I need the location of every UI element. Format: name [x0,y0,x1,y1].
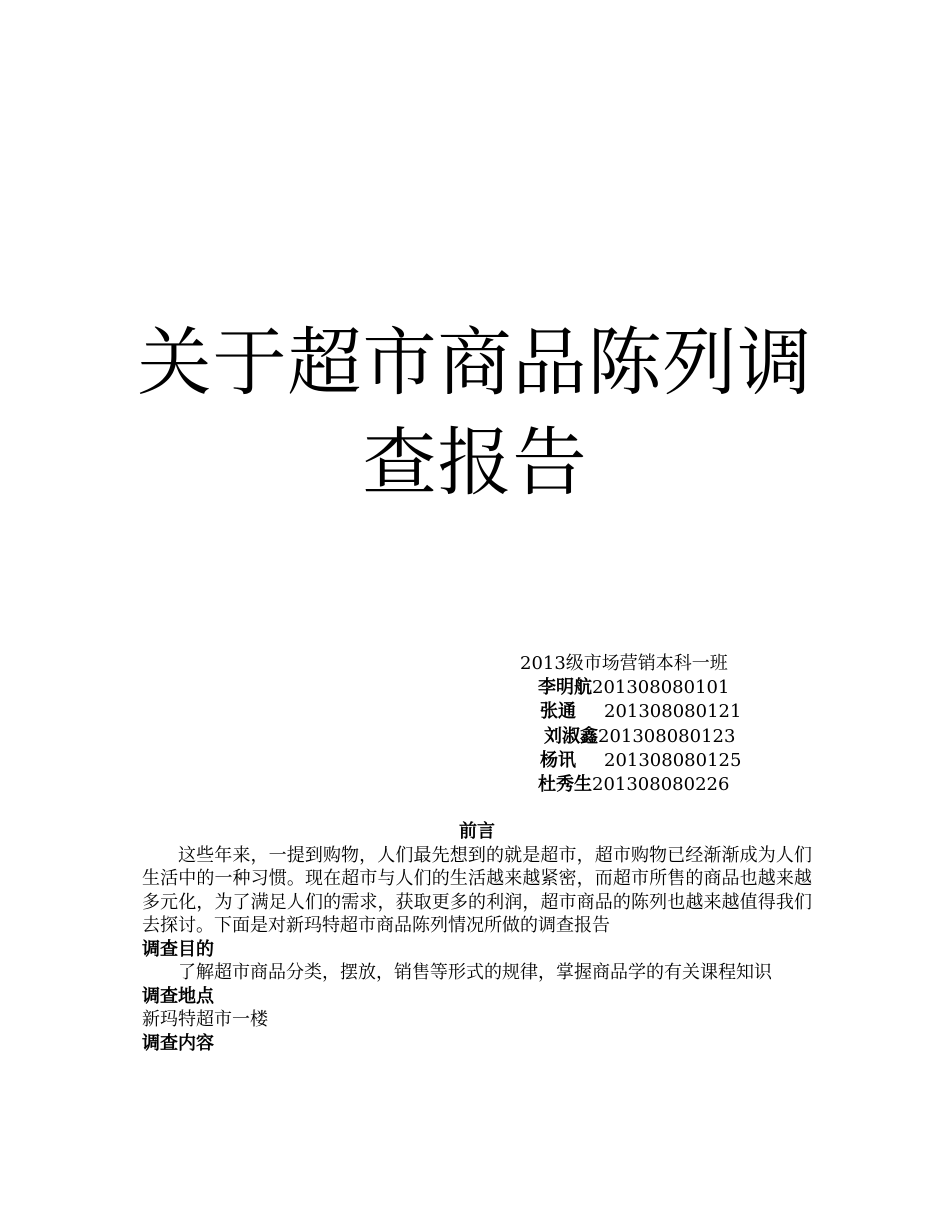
preface-heading: 前言 [459,821,495,842]
author-name: 杜秀生 [538,774,592,796]
document-title-line-2: 查报告 [362,420,588,506]
author-id: 201308080125 [604,749,742,771]
author-name: 张通 [540,701,576,723]
location-heading: 调查地点 [142,985,214,1007]
author-entry [520,725,741,749]
author-entry [520,676,741,700]
class-name: 2013级市场营销本科一班 [520,653,728,674]
purpose-heading: 调查目的 [142,938,214,960]
author-id: 201308080123 [598,725,736,747]
author-entry [520,700,741,724]
report-body [142,820,812,1055]
purpose-paragraph: 了解超市商品分类，摆放，销售等形式的规律，掌握商品学的有关课程知识 [178,962,772,983]
preface-paragraph: 这些年来，一提到购物，人们最先想到的就是超市，超市购物已经渐渐成为人们生活中的一种习惯。现在超市与人们的生活越来越紧密，而超市所售的商品也越来越多元化，为了满足人们的需求，获取更多的利润，超市商品的陈列也越来越值得我们去探讨。下面是对新玛特超市商品陈列情况所做的调查报告 [142,844,812,936]
author-id: 201308080101 [592,677,730,699]
author-name: 杨讯 [540,749,576,771]
location-text: 新玛特超市一楼 [142,1009,268,1030]
document-title-line-1: 关于超市商品陈列调 [137,320,813,406]
author-entry [520,749,741,773]
author-block [520,652,741,797]
content-heading: 调查内容 [142,1032,214,1054]
author-id: 201308080226 [592,774,730,796]
author-id: 201308080121 [604,701,742,723]
author-name: 刘淑鑫 [544,725,598,747]
author-name: 李明航 [538,677,592,699]
author-entry [520,773,741,797]
